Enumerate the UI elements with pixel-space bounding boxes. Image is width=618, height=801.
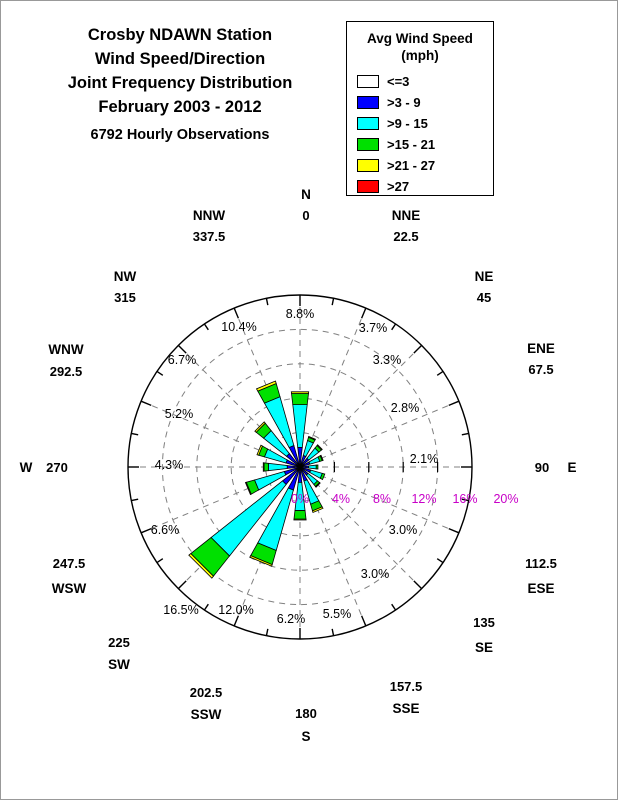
compass-direction-label: NNW — [193, 208, 225, 223]
title-line-2: Wind Speed/Direction — [25, 47, 335, 71]
compass-direction-label: ENE — [527, 341, 555, 356]
wind-rose-plot — [1, 1, 618, 801]
ring-tick — [204, 604, 208, 610]
legend-item-label: >27 — [387, 179, 409, 194]
legend-item-label: <=3 — [387, 74, 409, 89]
compass-direction-label: NNE — [392, 208, 421, 223]
radial-axis-tick-label: 12% — [411, 492, 436, 506]
spoke-percent-label: 6.7% — [168, 353, 197, 367]
legend-item-label: >3 - 9 — [387, 95, 421, 110]
rose-petal-segment — [294, 511, 306, 520]
rose-petal-segment — [309, 465, 317, 469]
ring-tick — [204, 324, 208, 330]
ring-tick — [437, 371, 443, 375]
ring-tick — [392, 604, 396, 610]
compass-degree-label: 22.5 — [393, 229, 418, 244]
spoke-percent-label: 6.6% — [151, 523, 180, 537]
compass-direction-label: W — [20, 460, 33, 475]
spoke-percent-label: 3.3% — [373, 353, 402, 367]
spoke-percent-label: 12.0% — [218, 603, 253, 617]
ring-tick — [266, 629, 267, 636]
compass-degree-label: 202.5 — [190, 685, 223, 700]
compass-direction-label: N — [301, 187, 311, 202]
ring-tick — [141, 529, 151, 533]
compass-degree-label: 247.5 — [53, 556, 86, 571]
compass-degree-label: 45 — [477, 290, 491, 305]
legend-title-line-1: Avg Wind Speed — [347, 30, 493, 47]
ring-tick — [332, 629, 333, 636]
rose-petal-segment — [294, 519, 306, 520]
compass-degree-label: 67.5 — [528, 362, 553, 377]
ring-tick — [449, 529, 459, 533]
legend-item-label: >15 - 21 — [387, 137, 435, 152]
compass-degree-label: 112.5 — [525, 556, 557, 571]
compass-direction-label: S — [301, 729, 310, 744]
ring-tick — [157, 371, 163, 375]
spoke-percent-label: 4.3% — [155, 458, 184, 472]
title-line-1: Crosby NDAWN Station — [25, 23, 335, 47]
ring-tick — [131, 433, 138, 434]
compass-degree-label: 90 — [535, 460, 549, 475]
spoke-percent-label: 2.8% — [391, 401, 420, 415]
spoke-percent-label: 3.7% — [359, 321, 388, 335]
spoke-percent-label: 5.2% — [165, 407, 194, 421]
ring-tick — [141, 401, 151, 405]
compass-degree-label: 157.5 — [390, 679, 423, 694]
radial-axis-tick-label: 16% — [452, 492, 477, 506]
compass-direction-label: NE — [475, 269, 494, 284]
compass-degree-label: 315 — [114, 290, 136, 305]
spoke-percent-label: 2.1% — [410, 452, 439, 466]
rose-petal-segment — [293, 405, 307, 448]
ring-tick — [362, 616, 366, 626]
compass-direction-label: ESE — [527, 581, 554, 596]
rose-petal-segment — [263, 463, 264, 472]
spoke-percent-label: 10.4% — [221, 320, 256, 334]
compass-direction-label: WSW — [52, 581, 87, 596]
compass-direction-label: WNW — [48, 342, 83, 357]
ring-tick — [266, 298, 267, 305]
observation-count: 6792 Hourly Observations — [25, 123, 335, 147]
spoke-percent-label: 16.5% — [163, 603, 198, 617]
rose-petal-segment — [268, 463, 287, 470]
ring-tick — [437, 559, 443, 563]
compass-degree-label: 180 — [295, 706, 317, 721]
compass-direction-label: SW — [108, 657, 130, 672]
compass-degree-label: 337.5 — [193, 229, 226, 244]
radial-axis-tick-label: 4% — [332, 492, 350, 506]
compass-degree-label: 135 — [473, 615, 495, 630]
ring-tick — [332, 298, 333, 305]
compass-direction-label: NW — [114, 269, 137, 284]
ring-tick — [462, 433, 469, 434]
radial-axis-tick-label: 20% — [493, 492, 518, 506]
title-line-3: Joint Frequency Distribution — [25, 71, 335, 95]
compass-direction-label: SE — [475, 640, 493, 655]
legend-title-line-2: (mph) — [347, 47, 493, 64]
ring-tick — [449, 401, 459, 405]
rose-petal-segment — [264, 463, 268, 471]
ring-tick — [234, 308, 238, 318]
rose-petal-segment — [316, 465, 318, 469]
ring-tick — [157, 559, 163, 563]
ring-tick — [392, 324, 396, 330]
compass-direction-label: SSE — [392, 701, 419, 716]
rose-petal-segment — [291, 392, 308, 394]
legend-item-label: >9 - 15 — [387, 116, 428, 131]
compass-direction-label: SSW — [191, 707, 222, 722]
spoke-percent-label: 8.8% — [286, 307, 315, 321]
ring-tick — [131, 499, 138, 500]
rose-petal-segment — [291, 394, 308, 405]
ring-tick — [178, 581, 186, 589]
ring-tick — [362, 308, 366, 318]
ring-tick — [234, 616, 238, 626]
compass-degree-label: 0 — [302, 208, 309, 223]
radial-axis-tick-label: 8% — [373, 492, 391, 506]
title-line-4: February 2003 - 2012 — [25, 95, 335, 119]
spoke-percent-label: 6.2% — [277, 612, 306, 626]
ring-tick — [178, 345, 186, 353]
legend-item-label: >21 - 27 — [387, 158, 435, 173]
spoke-percent-label: 3.0% — [389, 523, 418, 537]
compass-degree-label: 270 — [46, 460, 68, 475]
ring-tick — [414, 581, 422, 589]
compass-degree-label: 292.5 — [50, 364, 83, 379]
ring-tick — [414, 345, 422, 353]
spoke-percent-label: 5.5% — [323, 607, 352, 621]
compass-direction-label: E — [567, 460, 576, 475]
radial-axis-tick-label: 0% — [291, 492, 309, 506]
spoke-percent-label: 3.0% — [361, 567, 390, 581]
compass-degree-label: 225 — [108, 635, 130, 650]
